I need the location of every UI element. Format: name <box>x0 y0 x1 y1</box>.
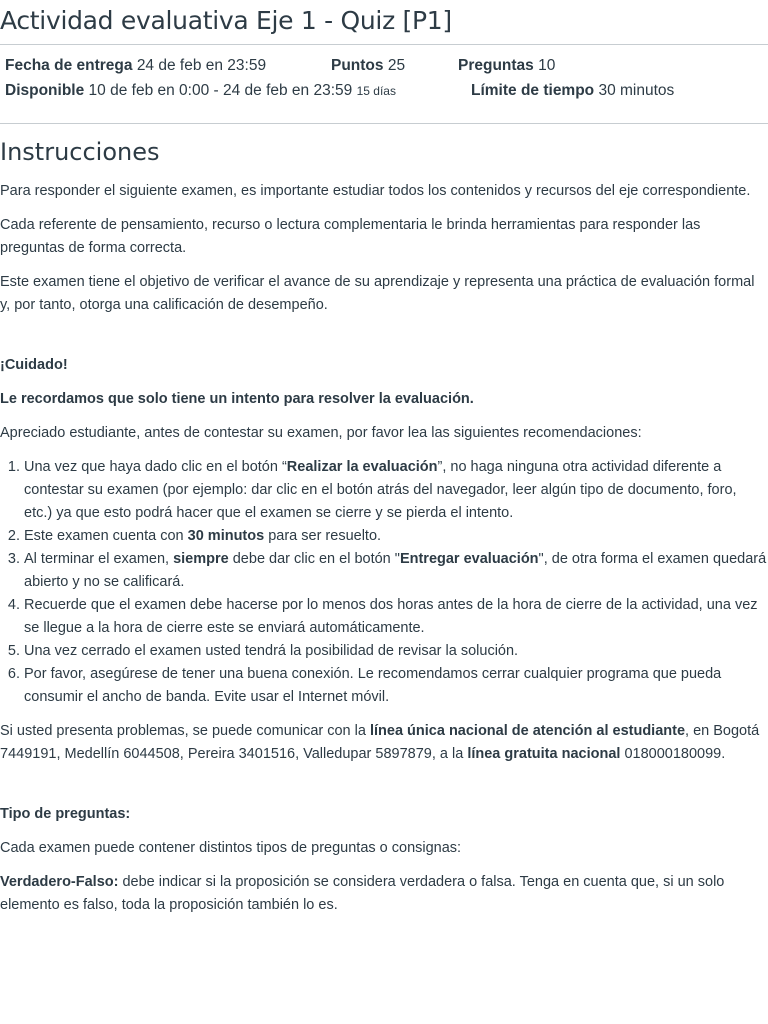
list-item-bold: 30 minutos <box>187 528 265 544</box>
due-date-value: 24 de feb en 23:59 <box>136 57 267 74</box>
spacer <box>0 777 768 803</box>
details-divider <box>0 123 768 124</box>
due-date <box>5 55 266 77</box>
time-limit <box>471 80 674 102</box>
recommendations-list <box>0 456 768 709</box>
list-item-text: ", de otra forma el examen quedará abierto y no se calificará. <box>24 551 767 590</box>
list-item-bold: siempre <box>173 551 229 567</box>
list-item-text: Una vez que haya dado clic en el botón “ <box>24 459 287 475</box>
support-text: , en Bogotá 7449191, Medellín 6044508, Pereira 3401516, Valledupar 5897879, a la <box>0 723 760 762</box>
recommendations-intro: Apreciado estudiante, antes de contestar su examen, por favor lea las siguientes recomendaciones: <box>0 425 642 441</box>
title-divider <box>0 44 768 45</box>
instructions-heading: Instrucciones <box>0 138 160 166</box>
question-types-heading <box>0 803 768 826</box>
due-date-label: Fecha de entrega <box>5 57 133 74</box>
true-false-label: Verdadero-Falso: <box>0 874 119 890</box>
warning-text: ¡Cuidado! <box>0 357 68 373</box>
list-item: 4. Recuerde que el examen debe hacerse por lo menos dos horas antes de la hora de cierre de la actividad, una vez se llegue a la hora de cierre este se enviará automáticamente. <box>24 594 768 640</box>
support-line-name: línea única nacional de atención al estudiante <box>369 723 686 739</box>
single-attempt-text: Le recordamos que solo tiene un intento para resolver la evaluación. <box>0 391 474 407</box>
questions-label: Preguntas <box>458 57 534 74</box>
list-item <box>24 456 768 525</box>
page-title: Actividad evaluativa Eje 1 - Quiz [P1] <box>0 6 452 35</box>
instructions-paragraph-2: Cada referente de pensamiento, recurso o lectura complementaria le brinda herramientas para responder las preguntas de forma correcta. <box>0 217 701 256</box>
question-types-intro: Cada examen puede contener distintos tipos de preguntas o consignas: <box>0 840 462 856</box>
list-item <box>24 525 768 548</box>
questions-count <box>458 55 555 77</box>
points-value: 25 <box>387 57 406 74</box>
support-text: 018000180099. <box>620 746 726 762</box>
single-attempt-note <box>0 388 768 411</box>
question-types-text: Tipo de preguntas: <box>0 806 131 822</box>
list-item: 6. Por favor, asegúrese de tener una buena conexión. Le recomendamos cerrar cualquier programa que pueda consumir el ancho de banda. Evite usar el Internet móvil. <box>24 663 768 709</box>
true-false-text: debe indicar si la proposición se considera verdadera o falsa. Tenga en cuenta que, si un solo elemento es falso, toda la proposición también lo es. <box>0 874 725 913</box>
true-false-description <box>0 871 768 917</box>
questions-value: 10 <box>538 57 556 74</box>
points <box>331 55 405 77</box>
support-contact <box>0 720 768 766</box>
list-item-text: Al terminar el examen, <box>24 551 174 567</box>
points-label: Puntos <box>331 57 384 74</box>
warning-heading <box>0 354 768 377</box>
quiz-details <box>0 55 768 123</box>
support-free-line: línea gratuita nacional <box>467 746 621 762</box>
instructions-paragraph-3: Este examen tiene el objetivo de verificar el avance de su aprendizaje y representa una práctica de evaluación formal y, por tanto, otorga una calificación de desempeño. <box>0 274 755 313</box>
list-item-text: Este examen cuenta con <box>24 528 188 544</box>
spacer <box>0 328 768 354</box>
list-item: 5. Una vez cerrado el examen usted tendrá la posibilidad de revisar la solución. <box>24 640 768 663</box>
time-limit-label: Límite de tiempo <box>471 82 595 99</box>
instructions-content <box>0 180 768 917</box>
support-text: Si usted presenta problemas, se puede comunicar con la <box>0 723 370 739</box>
availability <box>5 80 396 102</box>
availability-label: Disponible <box>5 82 85 99</box>
list-item <box>24 548 768 594</box>
list-item-bold: Realizar la evaluación <box>286 459 438 475</box>
availability-days: 15 días <box>356 84 396 98</box>
list-item-text: para ser resuelto. <box>264 528 382 544</box>
time-limit-value: 30 minutos <box>598 82 675 99</box>
list-item-text: debe dar clic en el botón " <box>228 551 400 567</box>
list-item-bold: Entregar evaluación <box>399 551 539 567</box>
list-item-text: ”, no haga ninguna otra actividad diferente a contestar su examen (por ejemplo: dar clic en el botón atrás del navegador, leer algún tipo de documento, foro, etc.) ya que esto podrá hacer que el examen se cierre y se pierda el intento. <box>24 459 737 521</box>
availability-value: 10 de feb en 0:00 - 24 de feb en 23:59 <box>88 82 353 99</box>
instructions-paragraph-1: Para responder el siguiente examen, es importante estudiar todos los contenidos y recursos del eje correspondiente. <box>0 183 751 199</box>
